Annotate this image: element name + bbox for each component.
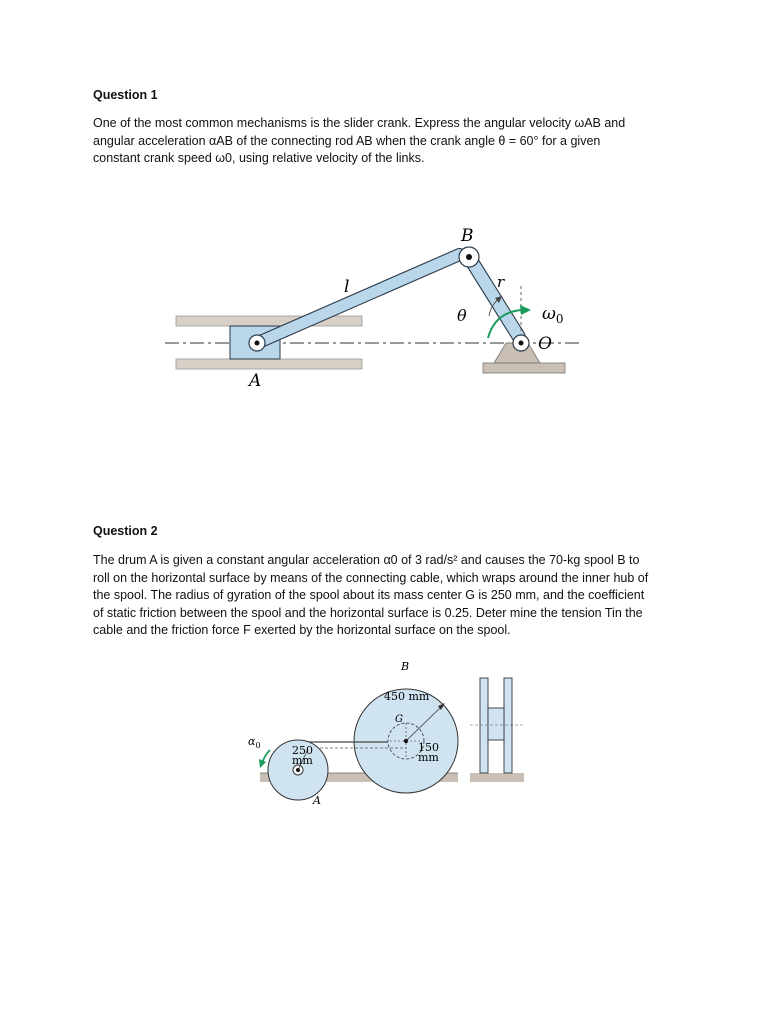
spool-side-flange-left — [480, 678, 488, 773]
question-2-text — [93, 552, 693, 640]
label-b: B — [401, 660, 410, 673]
question-1-line-1: One of the most common mechanisms is the slider crank. Express the angular velocity ωAB and — [93, 116, 626, 130]
slider-crank-figure — [160, 220, 590, 400]
label-r: r — [497, 273, 505, 291]
question-1-line-2: angular acceleration αAB of the connecting rod AB when the crank angle θ = 60° for a given — [93, 133, 601, 148]
crank-ob — [463, 254, 527, 346]
spool-side-hub — [488, 708, 504, 740]
label-a: A — [313, 794, 321, 807]
question-2-line-3: the spool. The radius of gyration of the spool about its mass center G is 250 mm, and the coefficient — [93, 588, 645, 602]
label-a: A — [249, 371, 262, 391]
omega-arrowhead — [520, 305, 531, 315]
label-l: l — [344, 277, 350, 297]
drum-spool-figure — [240, 650, 540, 820]
label-alpha: $\alpha_0$ — [248, 735, 261, 750]
question-2-line-4: of static friction between the spool and the horizontal surface is 0.25. Deter mine the tension Tin the — [93, 605, 643, 620]
question-1-title: Question 1 — [93, 88, 158, 102]
upper-guide — [176, 316, 362, 326]
label-b: B — [461, 226, 474, 246]
label-250-unit: mm — [292, 754, 313, 767]
question-2-line-2: roll on the horizontal surface by means of the connecting cable, which wraps around the inner hub of — [93, 570, 649, 585]
label-250: 250 — [292, 744, 313, 757]
label-450mm: 450 mm — [384, 690, 430, 703]
question-2-title: Question 2 — [93, 524, 158, 538]
question-2-line-1: The drum A is given a constant angular acceleration α0 of 3 rad/s² and causes the 70-kg spool B to — [93, 553, 640, 567]
label-o: O — [538, 334, 552, 354]
label-theta: θ — [457, 306, 467, 325]
label-150: 150 — [418, 741, 439, 754]
side-view-surface — [470, 773, 524, 782]
question-2-line-5: cable and the friction force F exerted by the horizontal surface on the spool. — [93, 623, 511, 637]
label-omega: $\omega_0$ — [542, 304, 564, 326]
label-g: G — [395, 714, 403, 725]
question-1-line-3: constant crank speed ω0, using relative velocity of the links. — [93, 151, 425, 165]
question-1-text — [93, 115, 693, 168]
ground-base — [483, 363, 565, 373]
lower-guide — [176, 359, 362, 369]
label-150-unit: mm — [418, 751, 439, 764]
spool-side-flange-right — [504, 678, 512, 773]
connecting-rod-ab — [255, 247, 468, 349]
